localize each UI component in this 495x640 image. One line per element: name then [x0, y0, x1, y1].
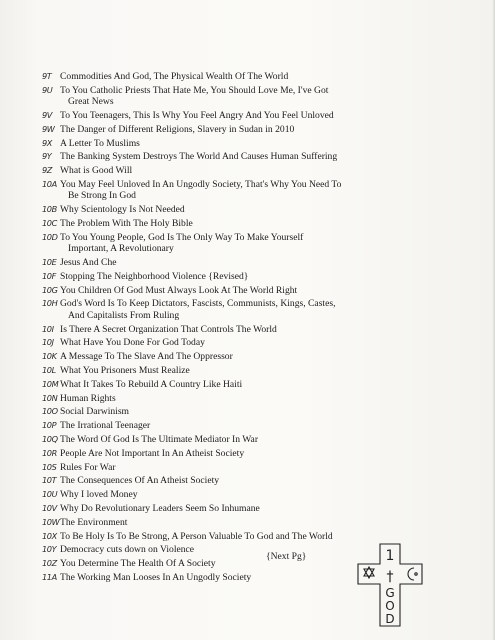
handwritten-entry-number: 10C [42, 217, 57, 228]
toc-entry [44, 232, 444, 255]
toc-entry [44, 165, 444, 176]
toc-entry [44, 257, 444, 268]
handwritten-entry-number: 10E [42, 256, 57, 267]
toc-entry [44, 379, 444, 390]
next-page-note: {Next Pg} [266, 551, 307, 562]
handwritten-entry-number: 10U [42, 489, 58, 500]
crescent-moon-icon [408, 568, 417, 580]
entry-title: The Word Of God Is The Ultimate Mediator In War [60, 433, 259, 445]
entry-title: People Are Not Important In An Atheist Society [60, 447, 245, 459]
handwritten-entry-number: 10Y [42, 544, 57, 555]
entry-title: A Message To The Slave And The Oppressor [60, 351, 233, 363]
handwritten-entry-number: 9W [42, 123, 55, 134]
toc-entry [44, 517, 444, 528]
handwritten-entry-number: 9T [42, 71, 52, 81]
handwritten-entry-number: 10O [42, 406, 58, 417]
toc-entry [44, 271, 444, 282]
cross-top-number: 1 [385, 548, 395, 564]
handwritten-entry-number: 10I [42, 323, 54, 334]
star-of-david-icon [364, 567, 374, 578]
handwritten-entry-number: 10Z [42, 558, 57, 569]
toc-entry [44, 138, 444, 149]
handwritten-entry-number: 10W [42, 516, 60, 527]
entry-title: Jesus And Che [60, 256, 117, 268]
entry-title: You May Feel Unloved In An Ungodly Society, That's Why You Need To [60, 178, 342, 190]
entry-title: To You Teenagers, This Is Why You Feel Angry And You Feel Unloved [60, 110, 334, 121]
handwritten-entry-number: 9V [42, 110, 53, 120]
handwritten-entry-number: 9Y [42, 151, 52, 162]
toc-entry [44, 85, 444, 108]
table-of-contents-list [44, 71, 444, 586]
entry-title: Why I loved Money [60, 489, 138, 501]
entry-title: The Environment [60, 516, 128, 528]
entry-title: A Letter To Muslims [60, 137, 140, 149]
entry-title: Why Do Revolutionary Leaders Seem So Inhumane [60, 502, 260, 514]
entry-title: You Determine The Health Of A Society [60, 558, 216, 570]
toc-entry [44, 503, 444, 514]
entry-title: To Be Holy Is To Be Strong, A Person Valuable To God and The World [60, 530, 333, 542]
handwritten-entry-number: 10S [42, 461, 57, 472]
handwritten-entry-number: 11A [42, 571, 57, 582]
handwritten-entry-number: 10T [42, 475, 57, 486]
handwritten-entry-number: 9U [42, 84, 53, 95]
toc-entry [44, 365, 444, 376]
handwritten-entry-number: 10V [42, 502, 57, 513]
entry-title: God's Word Is To Keep Dictators, Fascists, Communists, Kings, Castes, [60, 298, 336, 310]
toc-entry [44, 406, 444, 417]
toc-entry [44, 351, 444, 362]
handwritten-entry-number: 10R [42, 447, 57, 458]
entry-title-continuation: Important, A Revolutionary [68, 243, 174, 255]
cross-letter-g: G [385, 586, 395, 600]
toc-entry [44, 151, 444, 162]
toc-entry [44, 179, 444, 202]
handwritten-entry-number: 10B [42, 204, 57, 215]
entry-title: You Children Of God Must Always Look At The World Right [60, 284, 298, 296]
toc-entry [44, 124, 444, 135]
toc-entry [44, 393, 444, 404]
entry-title: The Consequences Of An Atheist Society [60, 475, 220, 487]
handwritten-entry-number: 10X [42, 530, 57, 541]
toc-entry [44, 298, 444, 321]
handwritten-entry-number: 10N [42, 392, 58, 403]
handwritten-entry-number: 10L [42, 364, 56, 375]
handwritten-entry-number: 10M [42, 378, 59, 389]
entry-title: The Irrational Teenager [60, 420, 151, 432]
cross-letter-o: O [385, 599, 395, 613]
entry-title: Rules For War [60, 461, 116, 473]
entry-title: The Banking System Destroys The World And Causes Human Suffering [60, 151, 338, 163]
entry-title: Commodities And God, The Physical Wealth Of The World [60, 71, 289, 82]
cross-letter-d: D [385, 612, 395, 626]
toc-entry [44, 462, 444, 473]
handwritten-entry-number: 10Q [42, 433, 58, 444]
entry-title: Is There A Secret Organization That Controls The World [60, 323, 277, 335]
entry-title: Democracy cuts down on Violence [60, 544, 195, 556]
toc-entry [44, 204, 444, 215]
toc-entry [44, 448, 444, 459]
entry-title: Human Rights [60, 392, 116, 404]
toc-entry [44, 71, 444, 82]
handwritten-entry-number: 9Z [42, 165, 53, 176]
handwritten-entry-number: 9X [42, 137, 53, 148]
cross-drawing [350, 540, 440, 628]
handwritten-entry-number: 10P [42, 420, 57, 431]
toc-entry [44, 489, 444, 500]
entry-title: Stopping The Neighborhood Violence {Revised} [60, 270, 249, 282]
toc-entry [44, 218, 444, 229]
handwritten-entry-number: 10A [42, 178, 57, 189]
entry-title: Social Darwinism [60, 406, 130, 418]
toc-entry [44, 420, 444, 431]
cross-dagger: † [386, 569, 394, 585]
handwritten-entry-number: 10H [42, 298, 58, 309]
entry-title: The Working Man Looses In An Ungodly Society [60, 571, 252, 583]
entry-title: What is Good Will [60, 165, 133, 177]
handwritten-entry-number: 10D [42, 231, 58, 242]
entry-title: The Danger of Different Religions, Slavery in Sudan in 2010 [60, 123, 295, 135]
entry-title: What Have You Done For God Today [60, 337, 205, 349]
entry-title: The Problem With The Holy Bible [60, 217, 193, 229]
entry-title: What It Takes To Rebuild A Country Like Haiti [60, 378, 243, 390]
toc-entry [44, 337, 444, 348]
entry-title-continuation: Be Strong In God [68, 190, 136, 202]
handwritten-entry-number: 10K [42, 351, 57, 362]
toc-entry [44, 324, 444, 335]
handwritten-entry-number: 10F [42, 270, 56, 281]
entry-title-continuation: Great News [68, 96, 114, 108]
toc-entry [44, 475, 444, 486]
entry-title: To You Young People, God Is The Only Way To Make Yourself [60, 231, 304, 243]
toc-entry [44, 434, 444, 445]
handwritten-entry-number: 10G [42, 284, 58, 295]
toc-entry [44, 110, 444, 121]
entry-title-continuation: And Capitalists From Ruling [68, 309, 180, 321]
toc-entry [44, 285, 444, 296]
entry-title: What You Prisoners Must Realize [60, 364, 190, 376]
handwritten-entry-number: 10J [42, 337, 54, 348]
entry-title: Why Scientology Is Not Needed [60, 204, 185, 216]
entry-title: To You Catholic Priests That Hate Me, You Should Love Me, I've Got [60, 84, 329, 96]
